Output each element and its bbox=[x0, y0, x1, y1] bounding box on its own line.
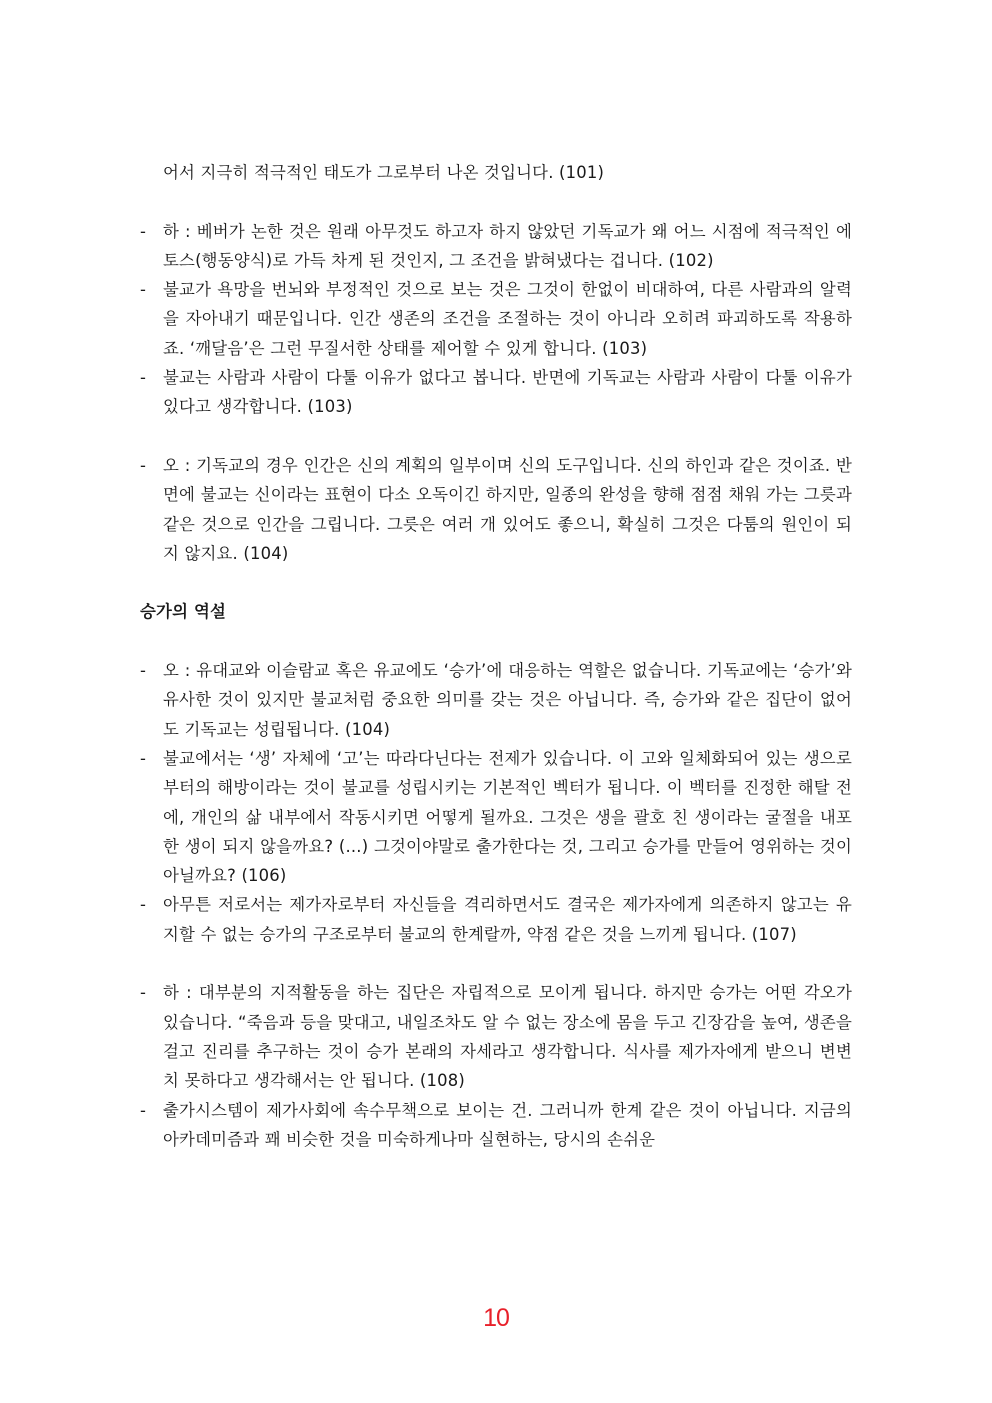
paragraph-spacer bbox=[140, 187, 852, 216]
bullet-paragraph: - 오 : 유대교와 이슬람교 혹은 유교에도 ‘승가’에 대응하는 역할은 없습니다. 기독교에는 ‘승가’와 유사한 것이 있지만 불교처럼 중요한 의미를 갖는 것은 아닙니다. 즉, 승가와 같은 집단이 없어도 기독교는 성립됩니다. (104) bbox=[140, 656, 852, 744]
continuation-paragraph: 어서 지극히 적극적인 태도가 그로부터 나온 것입니다. (101) bbox=[163, 163, 605, 182]
document-body bbox=[140, 158, 852, 1154]
bullet-paragraph: - 아무튼 저로서는 제가자로부터 자신들을 격리하면서도 결국은 제가자에게 의존하지 않고는 유지할 수 없는 승가의 구조로부터 불교의 한계랄까, 약점 같은 것을 느끼게 됩니다. (107) bbox=[140, 890, 852, 949]
section-heading: 승가의 역설 bbox=[140, 602, 227, 622]
bullet-paragraph: - 불교에서는 ‘생’ 자체에 ‘고’는 따라다닌다는 전제가 있습니다. 이 고와 일체화되어 있는 생으로부터의 해방이라는 것이 불교를 성립시키는 기본적인 벡터가 됩니다. 이 벡터를 진정한 해탈 전에, 개인의 삶 내부에서 작동시키면 어떻게 될까요. 그것은 생을 괄호 친 생이라는 굴절을 내포한 생이 되지 않을까요? (...) 그것이야말로 출가한다는 것, 그리고 승가를 만들어 영위하는 것이 아닐까요? (106) bbox=[140, 744, 852, 890]
bullet-paragraph: - 하 : 대부분의 지적활동을 하는 집단은 자립적으로 모이게 됩니다. 하지만 승가는 어떤 각오가 있습니다. “죽음과 등을 맞대고, 내일조차도 알 수 없는 장소에 몸을 두고 긴장감을 높여, 생존을 걸고 진리를 추구하는 것이 승가 본래의 자세라고 생각합니다. 식사를 제가자에게 받으니 변변치 못하다고 생각해서는 안 됩니다. (108) bbox=[140, 978, 852, 1095]
bullet-paragraph: - 오 : 기독교의 경우 인간은 신의 계획의 일부이며 신의 도구입니다. 신의 하인과 같은 것이죠. 반면에 불교는 신이라는 표현이 다소 오독이긴 하지만, 일종의 완성을 향해 점점 채워 가는 그릇과 같은 것으로 인간을 그립니다. 그릇은 여러 개 있어도 좋으니, 확실히 그것은 다툼의 원인이 되지 않지요. (104) bbox=[140, 451, 852, 568]
paragraph-spacer bbox=[140, 568, 852, 597]
bullet-paragraph: - 하 : 베버가 논한 것은 원래 아무것도 하고자 하지 않았던 기독교가 왜 어느 시점에 적극적인 에토스(행동양식)로 가득 차게 된 것인지, 그 조건을 밝혀냈다는 겁니다. (102) bbox=[140, 217, 852, 276]
paragraph-spacer bbox=[140, 949, 852, 978]
page-number: 10 bbox=[483, 1304, 509, 1332]
paragraph-spacer bbox=[140, 422, 852, 451]
bullet-paragraph: - 불교가 욕망을 번뇌와 부정적인 것으로 보는 것은 그것이 한없이 비대하여, 다른 사람과의 알력을 자아내기 때문입니다. 인간 생존의 조건을 조절하는 것이 아니라 오히려 파괴하도록 작용하죠. ‘깨달음’은 그런 무질서한 상태를 제어할 수 있게 합니다. (103) bbox=[140, 275, 852, 363]
paragraph-spacer bbox=[140, 627, 852, 656]
bullet-paragraph: - 출가시스템이 제가사회에 속수무책으로 보이는 건. 그러니까 한계 같은 것이 아닙니다. 지금의 아카데미즘과 꽤 비슷한 것을 미숙하게나마 실현하는, 당시의 손쉬운 bbox=[140, 1096, 852, 1155]
bullet-paragraph: - 불교는 사람과 사람이 다툴 이유가 없다고 봅니다. 반면에 기독교는 사람과 사람이 다툴 이유가 있다고 생각합니다. (103) bbox=[140, 363, 852, 422]
